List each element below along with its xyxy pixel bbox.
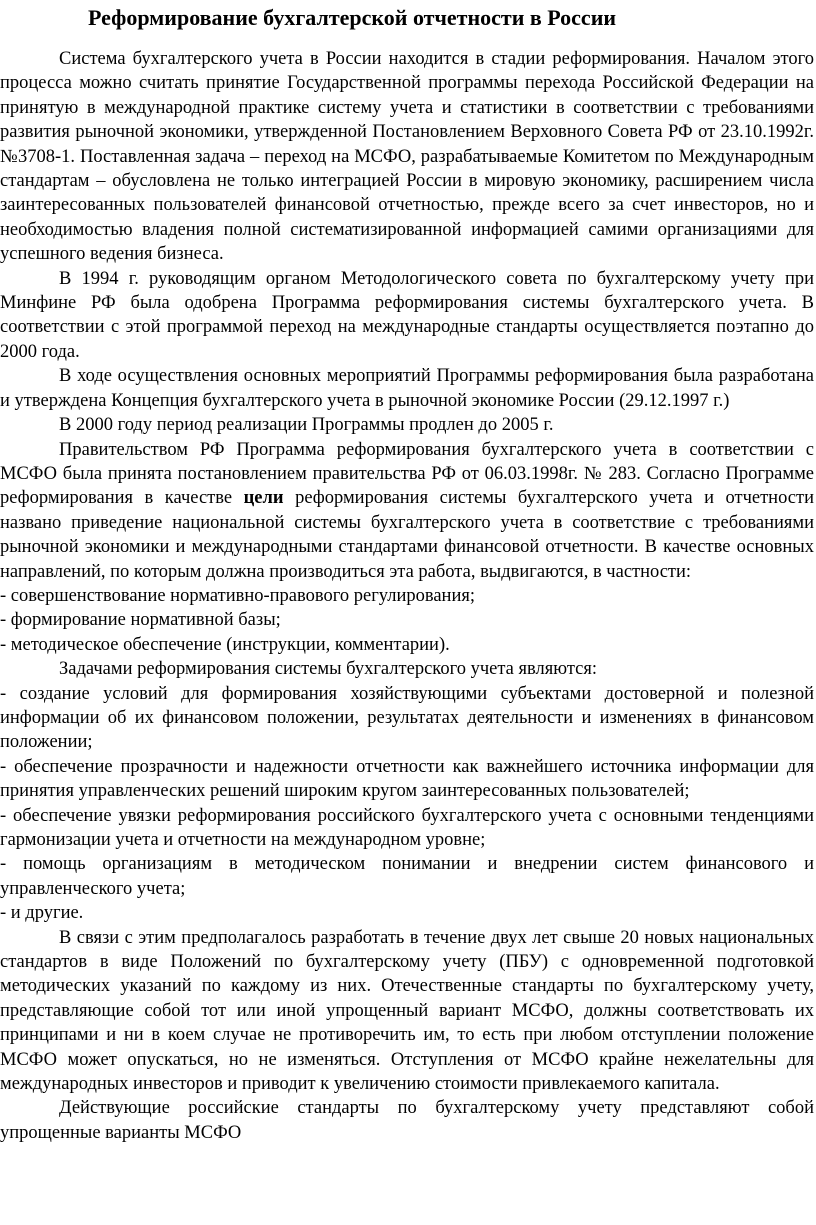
emphasis-goal: цели: [243, 488, 284, 509]
paragraph-government-program: [0, 438, 814, 584]
paragraph-2000: В 2000 году период реализации Программы продлен до 2005 г.: [59, 415, 554, 436]
paragraph-standards: В связи с этим предполагалось разработать в течение двух лет свыше 20 новых национальных стандартов в виде Положений по бухгалтерскому учету (ПБУ) с одновременной подготовкой методических указаний по каждому из них. Отечественные стандарты по бухгалтерскому учету, представляющие собой тот или иной упрощенный вариант МСФО, должны соответствовать их принципами и ни в коем случае не противоречить им, то есть при любом отступлении положение МСФО может опускаться, но не изменяться. Отступления от МСФО крайне нежелательны для международных инвесторов и приводит к увеличению стоимости привлекаемого капитала.: [0, 927, 814, 1095]
paragraph-concept: В ходе осуществления основных мероприятий Программы реформирования была разработана и утверждена Концепция бухгалтерского учета в рыночной экономике России (29.12.1997 г.): [0, 366, 814, 411]
list-item-harmonization: - обеспечение увязки реформирования российского бухгалтерского учета с основными тенденциями гармонизации учета и отчетности на международном уровне;: [0, 805, 814, 850]
document-page: [0, 5, 816, 1225]
paragraph-government-program-part2: реформирования системы бухгалтерского учета и отчетности названо приведение национальной системы бухгалтерского учета в соответствие с требованиями рыночной экономики и международными стандартами финансовой отчетности. В качестве основных направлений, по которым должна производиться эта работа, выдвигаются, в частности:: [0, 488, 814, 582]
list-item-normative-base: - формирование нормативной базы;: [0, 610, 281, 631]
list-item-assistance: - помощь организациям в методическом понимании и внедрении систем финансового и управленческого учета;: [0, 854, 814, 899]
list-item-transparency: - обеспечение прозрачности и надежности отчетности как важнейшего источника информации для принятия управленческих решений широким кругом заинтересованных пользователей;: [0, 756, 814, 802]
list-item-conditions: - создание условий для формирования хозяйствующими субъектами достоверной и полезной информации об их финансовом положении, результатах деятельности и изменениях в финансовом положении;: [0, 683, 814, 753]
paragraph-government-program-part1: Правительством РФ Программа реформирования бухгалтерского учета в соответствии с МСФО была принята постановлением правительства РФ от 06.03.1998г. № 283. Согласно Программе реформирования в качестве: [0, 439, 814, 509]
paragraph-tasks-heading: Задачами реформирования системы бухгалтерского учета являются:: [59, 659, 597, 680]
list-item-regulation: - совершенствование нормативно-правового регулирования;: [0, 585, 476, 606]
paragraph-intro: Система бухгалтерского учета в России находится в стадии реформирования. Началом этого процесса можно считать принятие Государственной программы перехода Российской Федерации на принятую в международной практике систему учета и статистики в соответствии с требованиями развития рыночной экономики, утвержденной Постановлением Верховного Совета РФ от 23.10.1992г. №3708-1. Поставленная задача – переход на МСФО, разрабатываемые Комитетом по Международным стандартам – обусловлена не только интеграцией России в мировую экономику, расширением числа заинтересованных пользователей финансовой отчетностью, прежде всего за счет инвесторов, но и необходимостью владения полной систематизированной информацией самими организациями для успешного ведения бизнеса.: [0, 49, 814, 265]
paragraph-current-standards: Действующие российские стандарты по бухгалтерскому учету представляют собой упрощенные варианты МСФО: [0, 1098, 814, 1143]
list-item-other: - и другие.: [0, 903, 84, 924]
paragraph-1994: В 1994 г. руководящим органом Методологического совета по бухгалтерскому учету при Минфине РФ была одобрена Программа реформирования системы бухгалтерского учета. В соответствии с этой программой переход на международные стандарты осуществляется поэтапно до 2000 года.: [0, 268, 814, 362]
list-item-methodology: - методическое обеспечение (инструкции, комментарии).: [0, 634, 450, 655]
document-title: Реформирование бухгалтерской отчетности в России: [88, 5, 617, 30]
